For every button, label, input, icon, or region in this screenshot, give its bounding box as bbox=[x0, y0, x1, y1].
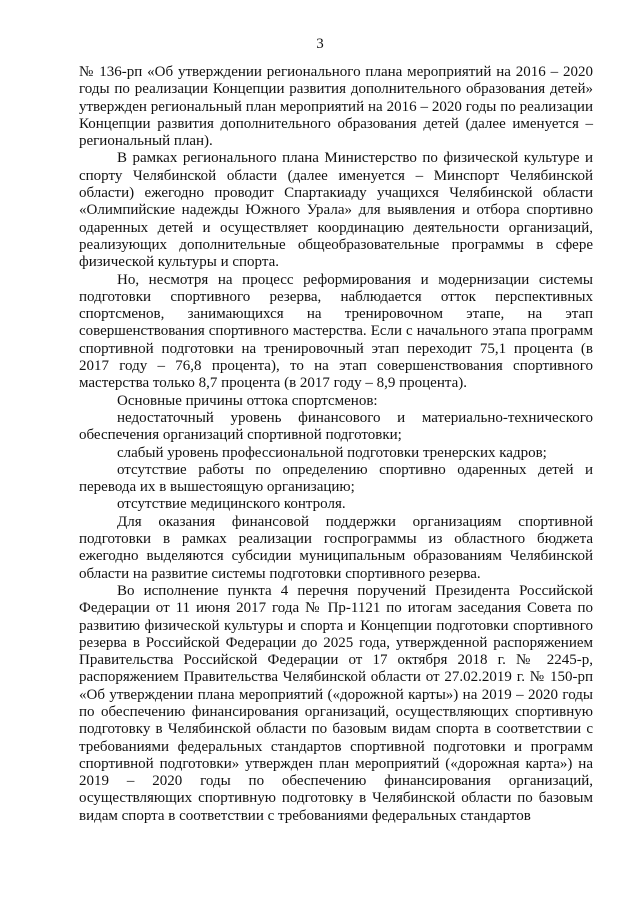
reason-item-medical-control: отсутствие медицинского контроля. bbox=[117, 496, 346, 513]
reason-item-funding: недостаточный уровень финансового и материально-технического обеспечения организаций спортивной подготовки; bbox=[79, 409, 593, 444]
paragraph-roadmap: Во исполнение пункта 4 перечня поручений Президента Российской Федерации от 11 июня 2017 года № Пр-1121 по итогам заседания Совета по развитию физической культуры и спорта и Концепции подготовки спортивного резерва в Российской Федерации до 2025 года, утвержденной распоряжением Правительства Российской Федерации от 17 октября 2018 г. № 2245-р, распоряжением Правительства Челябинской области от 27.02.2019 г. № 150-рп «Об утверждении плана мероприятий («дорожной карты») на 2019 – 2020 годы по обеспечению финансирования организаций, осуществляющих спортивную подготовку в Челябинской области по базовым видам спорта в соответствии с требованиями федеральных стандартов спортивной подготовки и программ спортивной подготовки» утвержден план мероприятий («дорожная карта») на 2019 – 2020 годы по обеспечению финансирования организаций, осуществляющих спортивную подготовку в Челябинской области по базовым видам спорта в соответствии с требованиями федеральных стандартов bbox=[79, 582, 593, 824]
reason-item-gifted-children: отсутствие работы по определению спортивно одаренных детей и перевода их в вышестоящую организацию; bbox=[79, 461, 593, 496]
page-number: 3 bbox=[316, 36, 324, 52]
document-body bbox=[79, 64, 593, 825]
paragraph-subsidies: Для оказания финансовой поддержки организациям спортивной подготовки в рамках реализации госпрограммы из областного бюджета ежегодно выделяются субсидии муниципальным образованиям Челябинской области на развитие системы подготовки спортивного резерва. bbox=[79, 513, 593, 582]
paragraph-order-continuation: № 136-рп «Об утверждении регионального плана мероприятий на 2016 – 2020 годы по реализации Концепции развития дополнительного образования детей» утвержден региональный план мероприятий на 2016 – 2020 годы по реализации Концепции развития дополнительного образования детей (далее именуется – региональный план). bbox=[79, 64, 593, 150]
reason-item-coaches: слабый уровень профессиональной подготовки тренерских кадров; bbox=[117, 444, 547, 461]
paragraph-main-reasons: Основные причины оттока спортсменов: bbox=[117, 392, 378, 409]
paragraph-regional-plan: В рамках регионального плана Министерство по физической культуре и спорту Челябинской области (далее именуется – Минспорт Челябинской области) ежегодно проводит Спартакиаду учащихся Челябинской области «Олимпийские надежды Южного Урала» для выявления и отбора спортивно одаренных детей и осуществляет координацию деятельности организаций, реализующих дополнительные общеобразовательные программы в сфере физической культуры и спорта. bbox=[79, 150, 593, 271]
paragraph-athlete-outflow: Но, несмотря на процесс реформирования и модернизации системы подготовки спортивного резерва, наблюдается отток перспективных спортсменов, занимающихся на тренировочном этапе, на этап совершенствования спортивного мастерства. Если с начального этапа программ спортивной подготовки на тренировочный этап переходит 75,1 процента (в 2017 году – 76,8 процента), то на этап совершенствования спортивного мастерства только 8,7 процента (в 2017 году – 8,9 процента). bbox=[79, 271, 593, 392]
